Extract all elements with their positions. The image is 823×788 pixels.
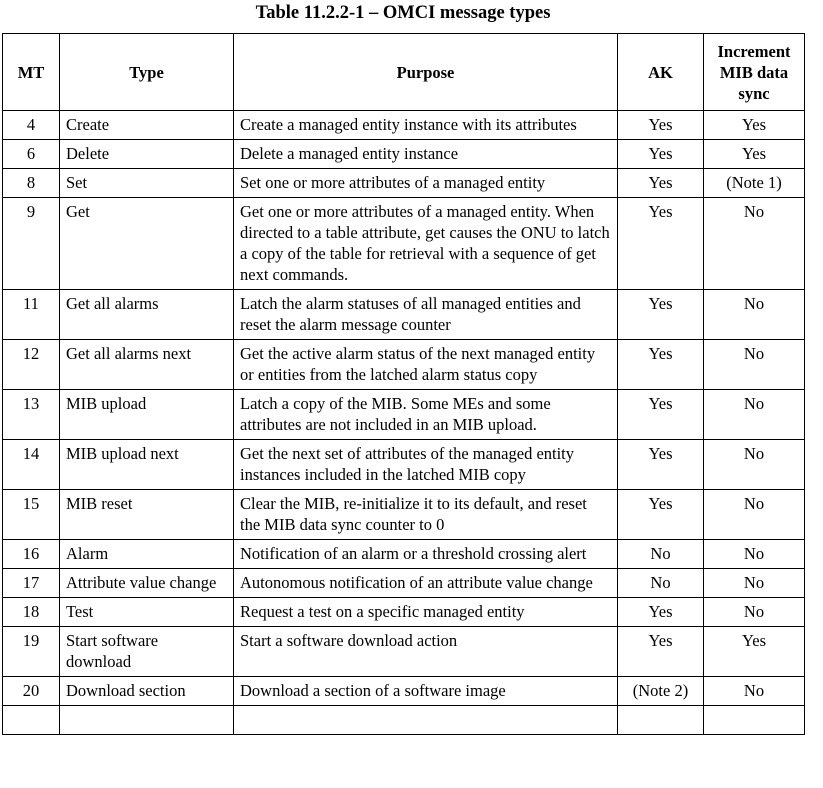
table-row: [3, 390, 805, 440]
table-row: [3, 569, 805, 598]
cell-type: MIB reset: [60, 490, 234, 540]
cell-purpose: Set one or more attributes of a managed entity: [234, 169, 618, 198]
cell-mt: 18: [3, 598, 60, 627]
cell-increment: No: [704, 198, 805, 290]
table-row: [3, 340, 805, 390]
cell-mt: 8: [3, 169, 60, 198]
cell-increment: (Note 1): [704, 169, 805, 198]
omci-message-types-table: [2, 33, 805, 735]
cell-increment: No: [704, 440, 805, 490]
cell-increment: No: [704, 490, 805, 540]
cell-type: Get: [60, 198, 234, 290]
cell-increment: No: [704, 598, 805, 627]
cell-type: Test: [60, 598, 234, 627]
cell-purpose: Clear the MIB, re-initialize it to its default, and reset the MIB data sync counter to 0: [234, 490, 618, 540]
cell-increment: No: [704, 340, 805, 390]
cell-type: Get all alarms next: [60, 340, 234, 390]
cell-ak: Yes: [618, 169, 704, 198]
cell-increment: No: [704, 677, 805, 706]
cell-increment: Yes: [704, 111, 805, 140]
cell-ak: Yes: [618, 140, 704, 169]
cell-purpose: Create a managed entity instance with its attributes: [234, 111, 618, 140]
cell-ak: No: [618, 569, 704, 598]
table-row: [3, 440, 805, 490]
cell-ak: Yes: [618, 490, 704, 540]
table-row: [3, 627, 805, 677]
cell-mt: 17: [3, 569, 60, 598]
cell-purpose: Request a test on a specific managed entity: [234, 598, 618, 627]
table-row: [3, 677, 805, 706]
cell-purpose: Download a section of a software image: [234, 677, 618, 706]
cell-type: Attribute value change: [60, 569, 234, 598]
cell-type: Download section: [60, 677, 234, 706]
cell-mt: 4: [3, 111, 60, 140]
cell-mt: 20: [3, 677, 60, 706]
cell-ak: Yes: [618, 340, 704, 390]
cell-mt: 16: [3, 540, 60, 569]
table-row: [3, 111, 805, 140]
table-row-continued: [3, 706, 805, 735]
cell-mt: 15: [3, 490, 60, 540]
header-mt: MT: [3, 34, 60, 111]
cell-ak: (Note 2): [618, 677, 704, 706]
cell-mt: 14: [3, 440, 60, 490]
cell-increment: No: [704, 569, 805, 598]
cell-purpose: Delete a managed entity instance: [234, 140, 618, 169]
table-row: [3, 198, 805, 290]
cell-mt: 13: [3, 390, 60, 440]
cell-type: Alarm: [60, 540, 234, 569]
header-increment-mib-data-sync: Increment MIB data sync: [704, 34, 805, 111]
cell-type: Set: [60, 169, 234, 198]
table-row: [3, 169, 805, 198]
cell-type: Start software download: [60, 627, 234, 677]
cell-increment: Yes: [704, 140, 805, 169]
cell-ak: Yes: [618, 390, 704, 440]
cell-purpose: Notification of an alarm or a threshold crossing alert: [234, 540, 618, 569]
cell-purpose: Start a software download action: [234, 627, 618, 677]
cell-mt: 19: [3, 627, 60, 677]
cell-purpose: Latch a copy of the MIB. Some MEs and some attributes are not included in an MIB upload.: [234, 390, 618, 440]
cell-ak: No: [618, 540, 704, 569]
cell-increment: No: [704, 540, 805, 569]
cell-ak: Yes: [618, 598, 704, 627]
header-ak: AK: [618, 34, 704, 111]
cell-purpose: Latch the alarm statuses of all managed entities and reset the alarm message counter: [234, 290, 618, 340]
cell-ak: Yes: [618, 290, 704, 340]
cell-mt: 9: [3, 198, 60, 290]
table-row: [3, 598, 805, 627]
cell-mt: 12: [3, 340, 60, 390]
table-row: [3, 290, 805, 340]
header-purpose: Purpose: [234, 34, 618, 111]
cell-type: Create: [60, 111, 234, 140]
cell-purpose: Get one or more attributes of a managed entity. When directed to a table attribute, get causes the ONU to latch a copy of the table for retrieval with a sequence of get next commands.: [234, 198, 618, 290]
header-type: Type: [60, 34, 234, 111]
table-row: [3, 140, 805, 169]
cell-type: Delete: [60, 140, 234, 169]
cell-purpose: Get the active alarm status of the next managed entity or entities from the latched alarm status copy: [234, 340, 618, 390]
cell-mt: 6: [3, 140, 60, 169]
cell-type: Get all alarms: [60, 290, 234, 340]
cell-mt: 11: [3, 290, 60, 340]
cell-ak: Yes: [618, 111, 704, 140]
table-caption: Table 11.2.2-1 – OMCI message types: [255, 3, 551, 23]
cell-increment: No: [704, 290, 805, 340]
table-row: [3, 540, 805, 569]
cell-type: MIB upload: [60, 390, 234, 440]
table-row: [3, 490, 805, 540]
cell-ak: Yes: [618, 627, 704, 677]
cell-purpose: Get the next set of attributes of the managed entity instances included in the latched MIB copy: [234, 440, 618, 490]
header-row: [3, 34, 805, 111]
cell-ak: Yes: [618, 198, 704, 290]
cell-increment: Yes: [704, 627, 805, 677]
cell-purpose: Autonomous notification of an attribute value change: [234, 569, 618, 598]
cell-ak: Yes: [618, 440, 704, 490]
cell-increment: No: [704, 390, 805, 440]
cell-type: MIB upload next: [60, 440, 234, 490]
